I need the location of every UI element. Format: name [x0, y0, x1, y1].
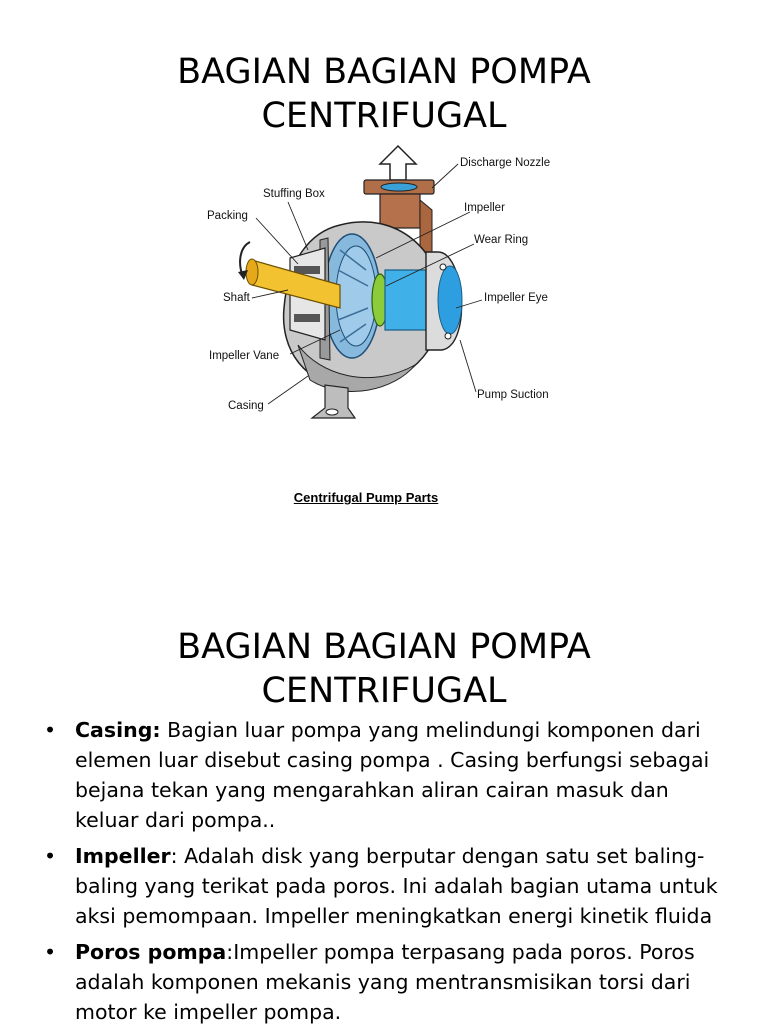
slide-2-title-line-2: CENTRIFUGAL — [261, 671, 507, 712]
label-casing: Casing — [228, 400, 264, 412]
label-discharge-nozzle: Discharge Nozzle — [460, 157, 551, 169]
bullet-icon: • — [44, 844, 57, 868]
slide-2-title-line-1: BAGIAN BAGIAN POMPA — [177, 627, 591, 668]
label-shaft: Shaft — [223, 292, 250, 304]
slide-1-title — [0, 50, 768, 138]
label-stuffing-box: Stuffing Box — [263, 188, 325, 200]
bullet-item-casing — [44, 715, 734, 835]
label-impeller-vane: Impeller Vane — [209, 350, 280, 362]
bullet-term: Impeller — [75, 844, 171, 868]
centrifugal-pump-diagram — [180, 140, 580, 440]
label-impeller-eye: Impeller Eye — [484, 292, 548, 304]
bullet-text: : Adalah disk yang berputar dengan satu set baling-baling yang terikat pada poros. Ini adalah bagian utama untuk aksi pemompaan. Impeller meningkatkan energi kinetik fluida — [75, 844, 718, 928]
slide-1-title-line-2: CENTRIFUGAL — [261, 96, 507, 137]
bullet-icon: • — [44, 718, 57, 742]
label-impeller: Impeller — [464, 202, 505, 214]
bullet-text: :Impeller pompa terpasang pada poros. Poros adalah komponen mekanis yang mentransmisikan torsi dari motor ke impeller pompa. — [75, 940, 695, 1024]
slide-2-title — [0, 625, 768, 713]
bullet-item-impeller — [44, 841, 734, 931]
diagram-caption: Centrifugal Pump Parts — [293, 490, 439, 505]
bullet-text: Bagian luar pompa yang melindungi komponen dari elemen luar disebut casing pompa . Casing berfungsi sebagai bejana tekan yang mengarahkan aliran cairan masuk dan keluar dari pompa.. — [75, 718, 710, 832]
bullet-icon: • — [44, 940, 57, 964]
label-packing: Packing — [207, 210, 248, 222]
bullet-term: Poros pompa — [75, 940, 227, 964]
bullet-list — [44, 715, 734, 1033]
label-wear-ring: Wear Ring — [474, 234, 529, 246]
label-pump-suction: Pump Suction — [477, 389, 549, 401]
slide-2 — [0, 580, 768, 1024]
bullet-item-poros-pompa — [44, 937, 734, 1027]
slide-1-title-line-1: BAGIAN BAGIAN POMPA — [177, 52, 591, 93]
bullet-term: Casing: — [75, 718, 161, 742]
discharge-arrow-icon — [380, 146, 416, 180]
